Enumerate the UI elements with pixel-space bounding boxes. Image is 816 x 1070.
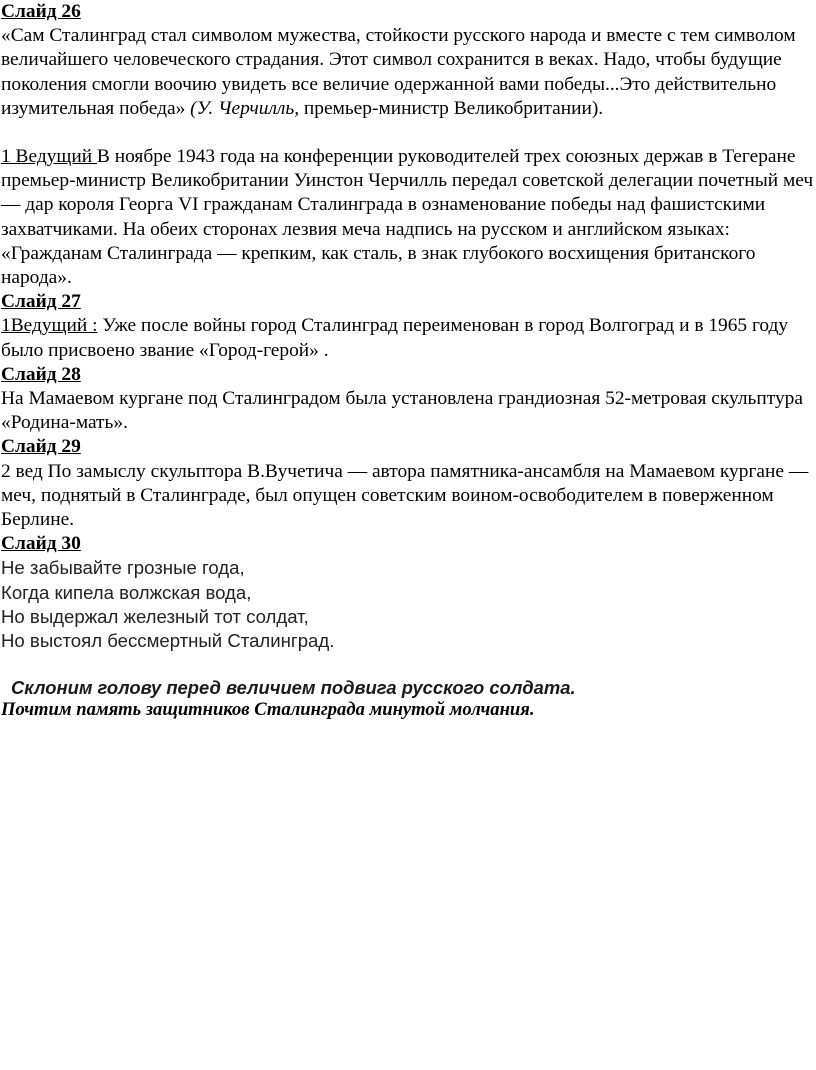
poem-line: Но выдержал железный тот солдат, [1, 605, 309, 627]
quote-author-title: премьер-министр Великобритании). [299, 97, 604, 119]
speaker-label-2: 1Ведущий : [1, 315, 98, 337]
vuchetich-paragraph: 2 вед По замыслу скульптора В.Вучетича — автора памятника-ансамбля на Мамаевом кургане — меч, поднятый в Сталинграде, был опущен советским воином-освободителем в поверженном Берлине. [1, 460, 809, 531]
poem-block [1, 556, 815, 653]
churchill-quote-paragraph [1, 24, 815, 121]
hero-city-paragraph [1, 314, 815, 362]
speaker-label-1: 1 Ведущий [1, 146, 97, 168]
paragraph-spacer [1, 121, 815, 145]
slide-28-heading: Слайд 28 [1, 363, 81, 385]
closing-line-minute-of-silence: Почтим память защитников Сталинграда минутой молчания. [1, 699, 535, 721]
motherland-paragraph: На Мамаевом кургане под Сталинградом была установлена грандиозная 52-метровая скульптура «Родина-мать». [1, 388, 803, 434]
sword-text: В ноябре 1943 года на конференции руководителей трех союзных держав в Тегеране премьер-министр Великобритании Уинстон Черчилль передал советской делегации почетный меч — дар короля Георга VI гражданам Сталинграда в ознаменование победы над фашистскими захватчиками. На обеих сторонах лезвия меча надпись на русском и английском языках: «Гражданам Сталинграда — крепким, как сталь, в знак глубокого восхищения британского народа». [1, 146, 814, 289]
churchill-quote: «Сам Сталинград стал символом мужества, стойкости русского народа и вместе с тем символом величайшего человеческого страдания. Этот символ сохранится в веках. Надо, чтобы будущие поколения смогли воочию увидеть все величие одержанной вами победы...Это действительно изумительная победа» [1, 25, 796, 119]
slide-27-heading: Слайд 27 [1, 291, 81, 313]
poem-line: Когда кипела волжская вода, [1, 581, 252, 603]
hero-city-text: Уже после войны город Сталинград переименован в город Волгоград и в 1965 году было присвоено звание «Город-герой» . [1, 315, 789, 361]
slide-30-heading: Слайд 30 [1, 533, 81, 555]
sword-paragraph [1, 145, 815, 290]
slide-29-heading: Слайд 29 [1, 436, 81, 458]
closing-line-bow-heads: Склоним голову перед величием подвига русского солдата. [11, 677, 576, 699]
slide-26-heading: Слайд 26 [1, 1, 81, 22]
poem-line: Но выстоял бессмертный Сталинград. [1, 630, 335, 652]
poem-line: Не забывайте грозные года, [1, 557, 245, 579]
quote-author: (У. Черчилль, [190, 97, 300, 119]
